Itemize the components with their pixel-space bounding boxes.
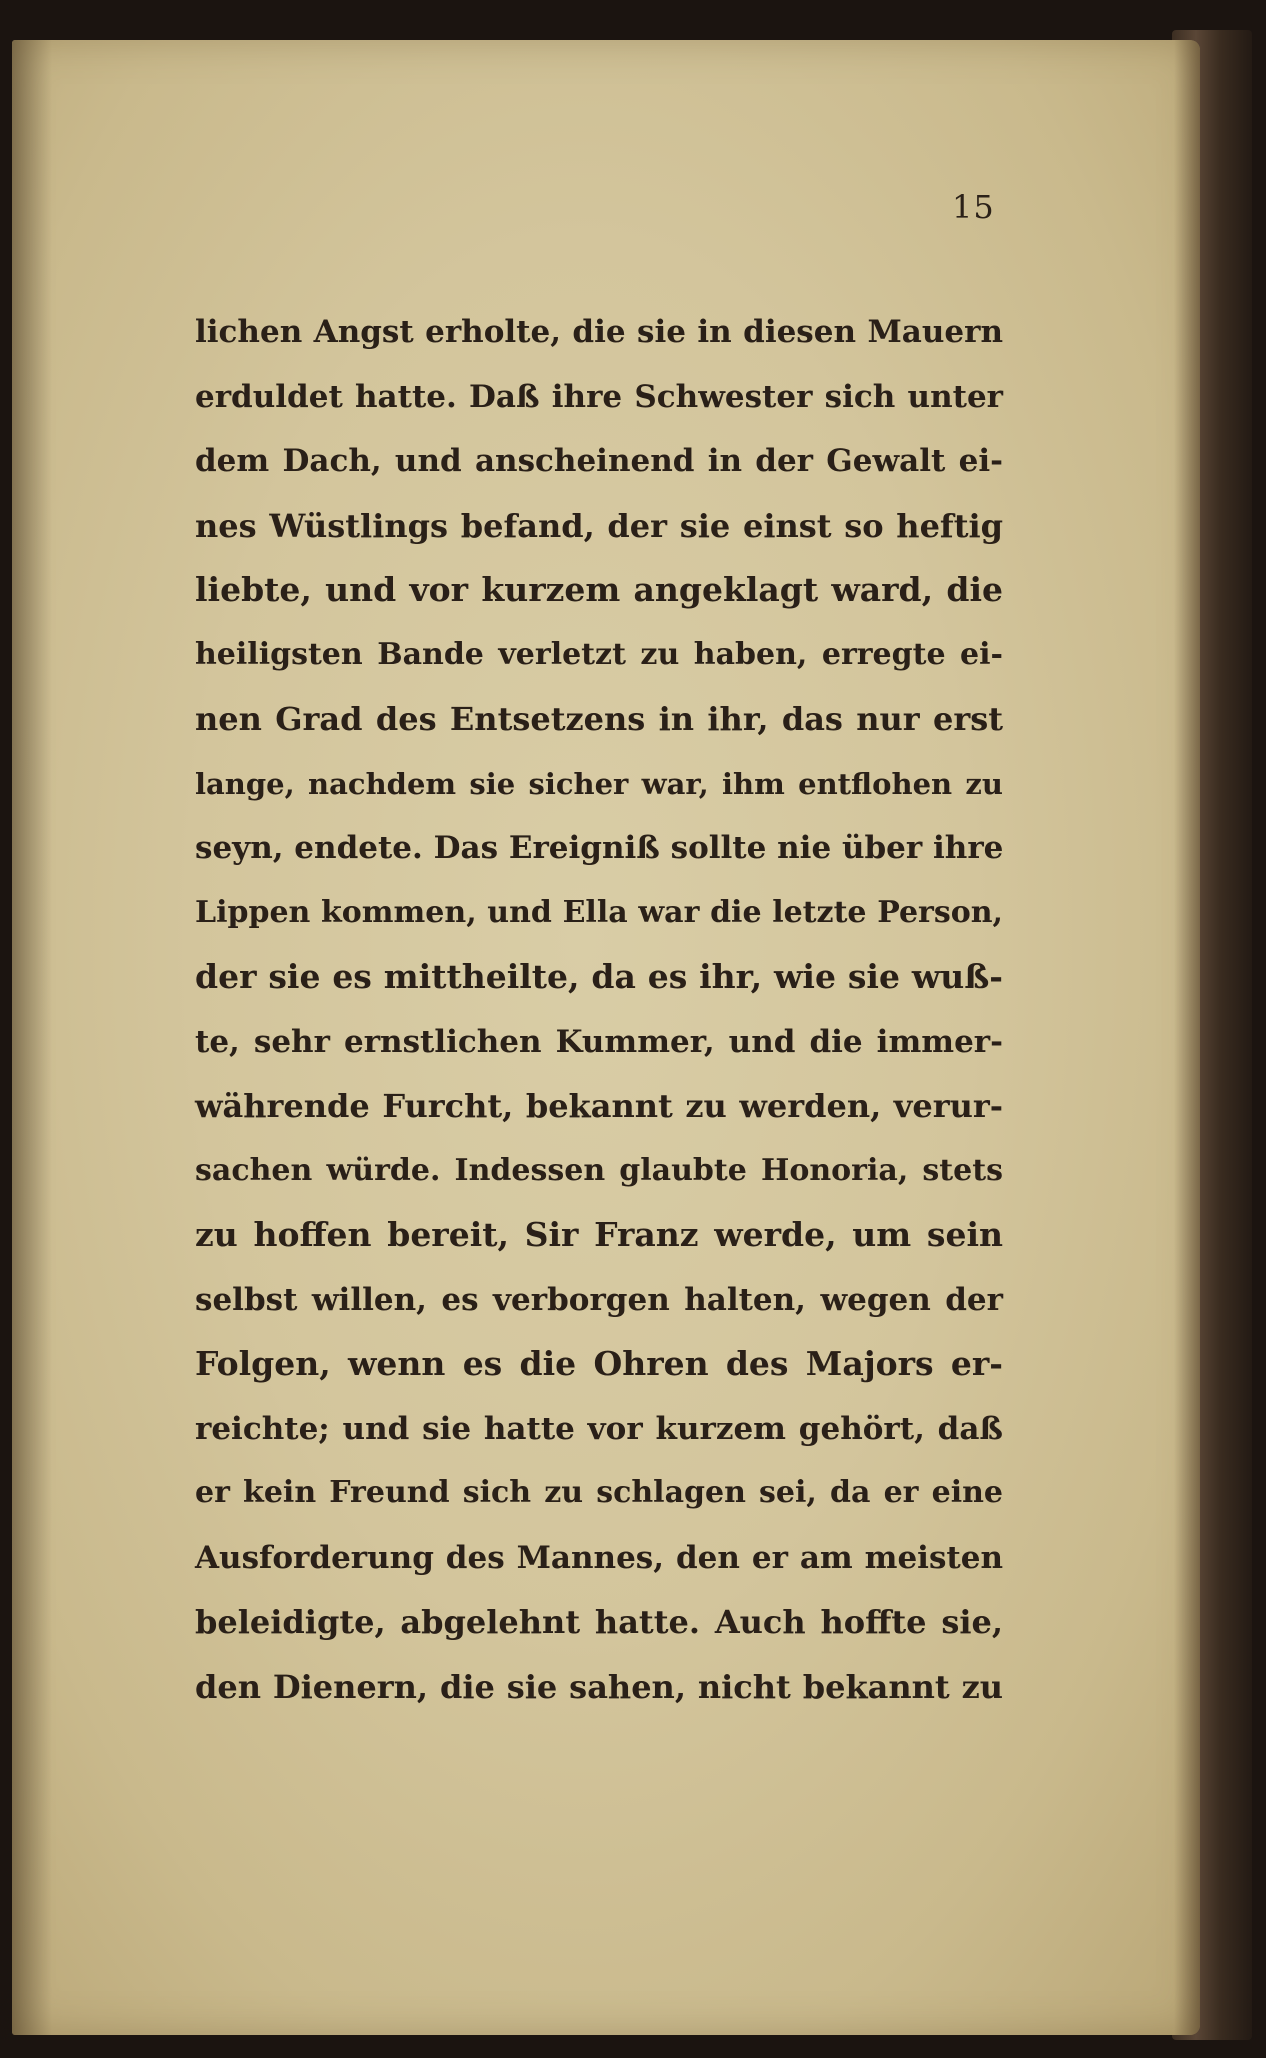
text-line: Folgen, wenn es die Ohren des Majors er- bbox=[195, 1344, 1003, 1383]
page-edge-shadow bbox=[1174, 40, 1200, 2035]
text-line: er kein Freund sich zu schlagen sei, da er eine bbox=[195, 1475, 1003, 1510]
text-line: nen Grad des Entsetzens in ihr, das nur erst bbox=[195, 700, 1003, 738]
text-line: zu hoffen bereit, Sir Franz werde, um sein bbox=[195, 1215, 1003, 1254]
text-line: selbst willen, es verborgen halten, wegen der bbox=[195, 1281, 1003, 1318]
text-line: seyn, endete. Das Ereigniß sollte nie über ihre bbox=[195, 830, 1004, 866]
text-line: dem Dach, und anscheinend in der Gewalt ei- bbox=[195, 443, 1003, 479]
text-line: heiligsten Bande verletzt zu haben, erregte ei- bbox=[195, 636, 1003, 672]
text-line: sachen würde. Indessen glaubte Honoria, stets bbox=[195, 1152, 1003, 1188]
text-line: Ausforderung des Mannes, den er am meisten bbox=[195, 1539, 1003, 1576]
text-line: beleidigte, abgelehnt hatte. Auch hoffte sie, bbox=[195, 1603, 1003, 1641]
text-line: Lippen kommen, und Ella war die letzte Person, bbox=[195, 894, 1003, 930]
text-line: den Dienern, die sie sahen, nicht bekannt zu bbox=[195, 1667, 1003, 1706]
page-gutter-shadow bbox=[12, 40, 52, 2035]
text-line: währende Furcht, bekannt zu werden, verur- bbox=[195, 1087, 1003, 1125]
text-line: reichte; und sie hatte vor kurzem gehört, daß bbox=[195, 1410, 1003, 1447]
text-line: nes Wüstlings befand, der sie einst so heftig bbox=[195, 506, 1003, 545]
text-line: erduldet hatte. Daß ihre Schwester sich unter bbox=[195, 378, 1003, 415]
text-line: der sie es mittheilte, da es ihr, wie sie wuß- bbox=[195, 957, 1003, 996]
text-line: te, sehr ernstlichen Kummer, und die immer- bbox=[195, 1023, 1003, 1060]
text-line: liebte, und vor kurzem angeklagt ward, die bbox=[195, 570, 1003, 609]
page-number: 15 bbox=[952, 188, 995, 226]
text-line: lichen Angst erholte, die sie in diesen Mauern bbox=[195, 314, 1003, 350]
text-line: lange, nachdem sie sicher war, ihm entflohen zu bbox=[195, 766, 1003, 801]
page-text bbox=[195, 300, 1003, 1719]
